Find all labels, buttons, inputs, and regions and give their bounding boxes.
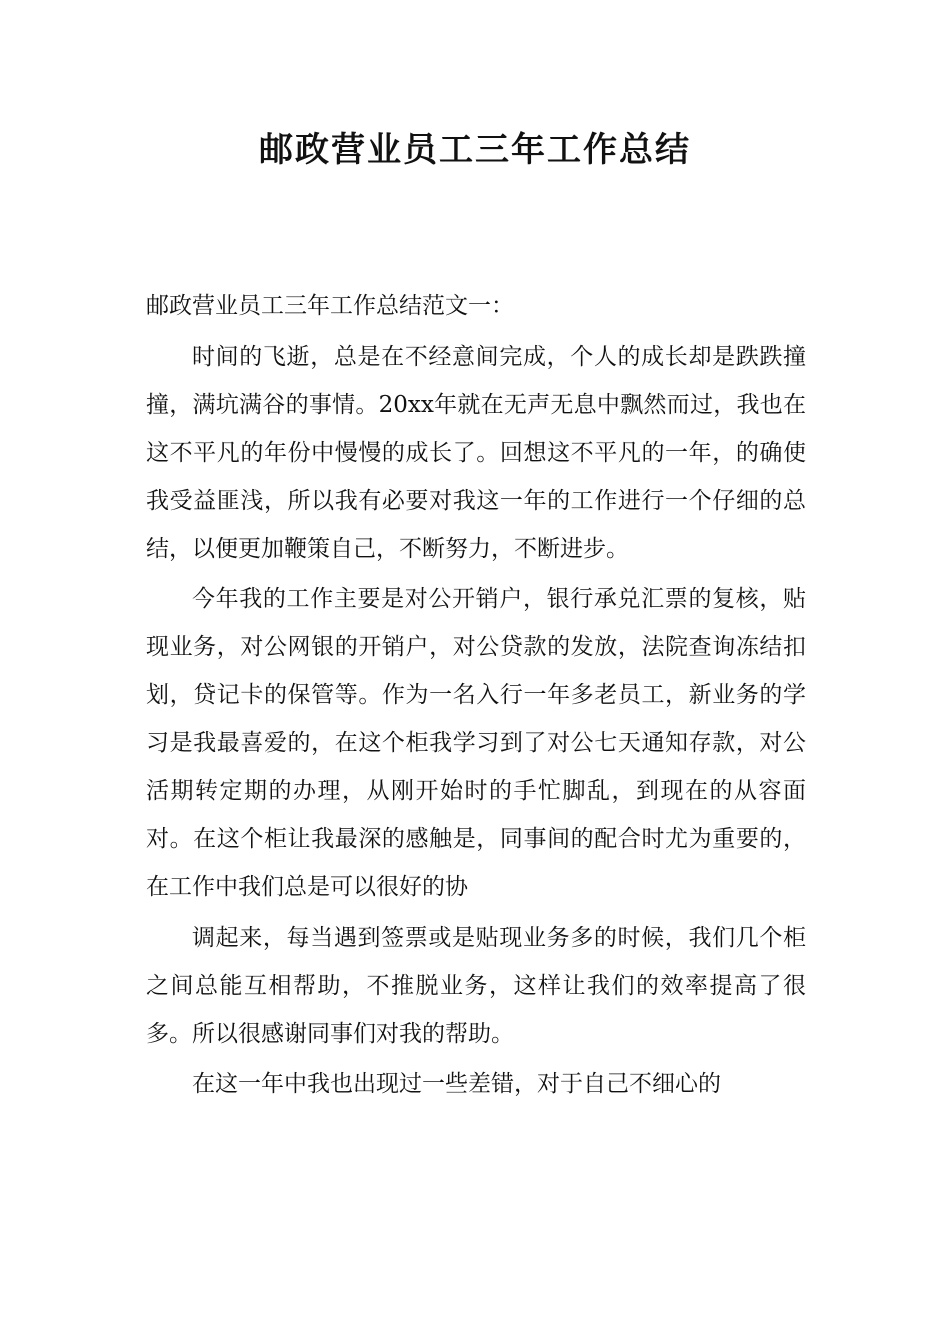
section-heading: 邮政营业员工三年工作总结范文一： (146, 293, 514, 319)
paragraph-1: 时间的飞逝，总是在不经意间完成，个人的成长却是跌跌撞撞，满坑满谷的事情。20xx年就在无声无息中飘然而过，我也在这不平凡的年份中慢慢的成长了。回想这不平凡的一年，的确使我受益匪浅，所以我有必要对我这一年的工作进行一个仔细的总结，以便更加鞭策自己，不断努力，不断进步。 (146, 343, 806, 562)
paragraph-4: 在这一年中我也出现过一些差错，对于自己不细心的 (192, 1071, 721, 1097)
paragraph-3: 调起来，每当遇到签票或是贴现业务多的时候，我们几个柜之间总能互相帮助，不推脱业务，这样让我们的效率提高了很多。所以很感谢同事们对我的帮助。 (146, 924, 806, 1047)
document-title: 邮政营业员工三年工作总结 (259, 130, 691, 170)
document-body (146, 282, 806, 1108)
paragraph-2: 今年我的工作主要是对公开销户，银行承兑汇票的复核，贴现业务，对公网银的开销户，对公贷款的发放，法院查询冻结扣划，贷记卡的保管等。作为一名入行一年多老员工，新业务的学习是我最喜爱的，在这个柜我学习到了对公七天通知存款，对公活期转定期的办理，从刚开始时的手忙脚乱，到现在的从容面对。在这个柜让我最深的感触是，同事间的配合时尤为重要的，在工作中我们总是可以很好的协 (146, 586, 806, 900)
